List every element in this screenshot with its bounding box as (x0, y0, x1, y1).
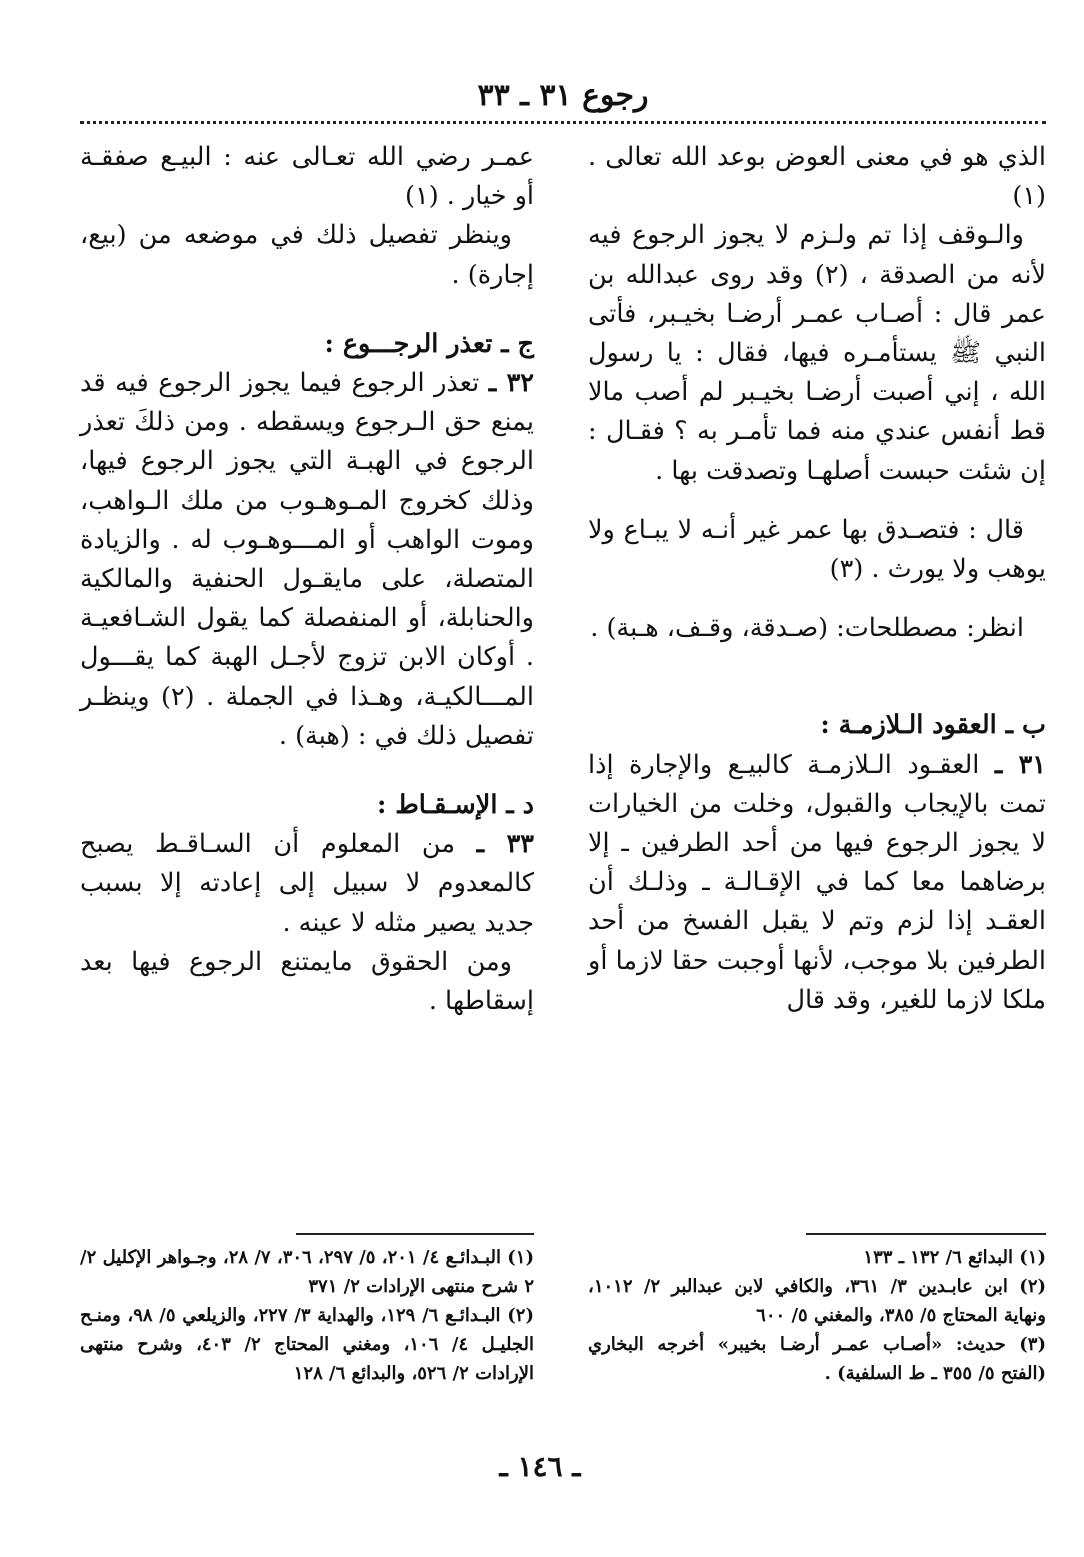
section-heading-b: ب ـ العقود الـلازمـة : (820, 710, 1046, 741)
footnote-right-2: (٢) ابن عابـدين ٣/ ٣٦١، والكافي لابن عبدالبر ٢/ ١٠١٢، ونهاية المحتاج ٥/ ٣٨٥، والمغني ٥/ ٦٠٠ (588, 1276, 1047, 1326)
page-header-title: رجوع ٣١ ـ ٣٣ (477, 78, 649, 113)
paragraph-number-33: ٣٣ ـ (476, 829, 534, 860)
paragraph-number-31: ٣١ ـ (994, 749, 1046, 780)
left-paragraph-2: وينظر تفصيل ذلك في موضعه من (بيع، إجارة) . (80, 220, 534, 290)
footnote-rule-left (296, 1233, 534, 1235)
right-paragraph-3: قال : فتصـدق بها عمر غير أنـه لا يبـاع ولا يوهب ولا يورث . (٣) (588, 514, 1046, 585)
left-paragraph-5: ومن الحقوق مايمتنع الرجوع فيها بعد إسقاطها . (80, 946, 534, 1017)
paragraph-number-32: ٣٢ ـ (488, 368, 534, 399)
spacer (588, 491, 1046, 511)
section-heading-d: د ـ الإسـقـاط : (376, 790, 534, 821)
spacer (80, 756, 534, 786)
footnote-left-1: (١) البـدائـع ٤/ ٢٠١، ٥/ ٢٩٧، ٣٠٦، ٧/ ٢٨، وجـواهر الإكليل ٢/ ٢ شرح منتهى الإرادات ٢/ ٣٧١ (80, 1247, 534, 1297)
right-paragraph-5-text: العقـود الـلازمـة كالبيـع والإجارة إذا تمت بالإيجاب والقبول، وخلت من الخيارات لا يجوز الرجوع فيها من أحد الطرفين ـ إلا برضاهما معا كما في الإقـالـة ـ وذلـك أن العقـد إذا لزم وتم لا يقبل الفسخ من أحد الطرفين بلا موجب، لأنها أوجبت حقا لازما أو ملكا لازما للغير، وقد قال (588, 749, 1046, 1015)
spacer (80, 295, 534, 325)
footnotes-right (588, 1243, 1046, 1388)
left-paragraph-4-text: من المعلوم أن السـاقـط يصبح كالمعدوم لا سبيل إلى إعادته إلا بسبب جديد يصير مثله لا عينه . (80, 829, 534, 938)
header-dotted-rule (80, 121, 1046, 124)
section-heading-c: ج ـ تعذر الرجـــوع : (324, 328, 534, 359)
left-column (80, 138, 534, 1021)
footnotes-left (80, 1243, 534, 1388)
right-paragraph-4: انظر: مصطلحات: (صـدقة، وقـف، هـبة) . (590, 613, 1024, 644)
right-paragraph-5 (588, 746, 1046, 1020)
left-paragraph-4 (80, 825, 534, 943)
spacer (588, 648, 1046, 706)
left-paragraph-1: عمـر رضي الله تعـالى عنه : البيـع صفقـة أو خيار . (١) (80, 142, 534, 212)
left-paragraph-3 (80, 364, 534, 756)
footnote-right-3: (٣) حديث: «أصـاب عمـر أرضـا بخيبر» أخرجه البخاري (الفتح ٥/ ٣٥٥ ـ ط السلفية) . (588, 1334, 1046, 1384)
spacer (588, 589, 1046, 609)
footnote-right-1: (١) البدائع ٦/ ١٣٢ ـ ١٣٣ (863, 1247, 1046, 1268)
footnote-left-2: (٢) البـدائـع ٦/ ١٢٩، والهداية ٣/ ٢٢٧، والزيلعي ٥/ ٩٨، ومنـح الجليـل ٤/ ١٠٦، ومغني المحتاج ٢/ ٤٠٣، وشرح منتهى الإرادات ٢/ ٥٢٦، والبدائع ٦/ ١٢٨ (80, 1305, 535, 1384)
right-paragraph-2: والـوقف إذا تم ولـزم لا يجوز الرجوع فيه لأنه من الصدقة ، (٢) وقد روى عبدالله بن عمر قال : أصـاب عمـر أرضـا بخيـبر، فأتى النبي ﷺ يستأمـره فيها، فقال : يا رسول الله ، إني أصبت أرضـا بخيـبر لم أصب مالا قط أنفس عندي منه فما تأمـر به ؟ فقـال : إن شئت حبست أصلهـا وتصدقت بها . (588, 220, 1046, 486)
right-column (588, 138, 1046, 1020)
left-paragraph-3-text: تعذر الرجوع فيما يجوز الرجوع فيه قد يمنع حق الـرجوع ويسقطه . ومن ذلكَ تعذر الرجوع في الهبـة التي يجوز الرجوع فيها، وذلك كخروج المـوهـوب من ملك الـواهب، وموت الواهب أو المـــوهـوب له . والزيادة المتصلة، على مايقـول الحنفية والمالكية والحنابلة، أو المنفصلة كما يقول الشـافعيـة . أوكان الابن تزوج لأجـل الهبة كما يقـــول المـــالكيـة، وهـذا في الجملة . (٢) وينظـر تفصيل ذلك في : (هبة) . (80, 368, 534, 751)
right-paragraph-1: الذي هو في معنى العوض بوعد الله تعالى . (١) (588, 142, 1046, 212)
page-number: ـ ١٤٦ ـ (499, 1450, 581, 1483)
footnote-rule-right (806, 1233, 1046, 1235)
